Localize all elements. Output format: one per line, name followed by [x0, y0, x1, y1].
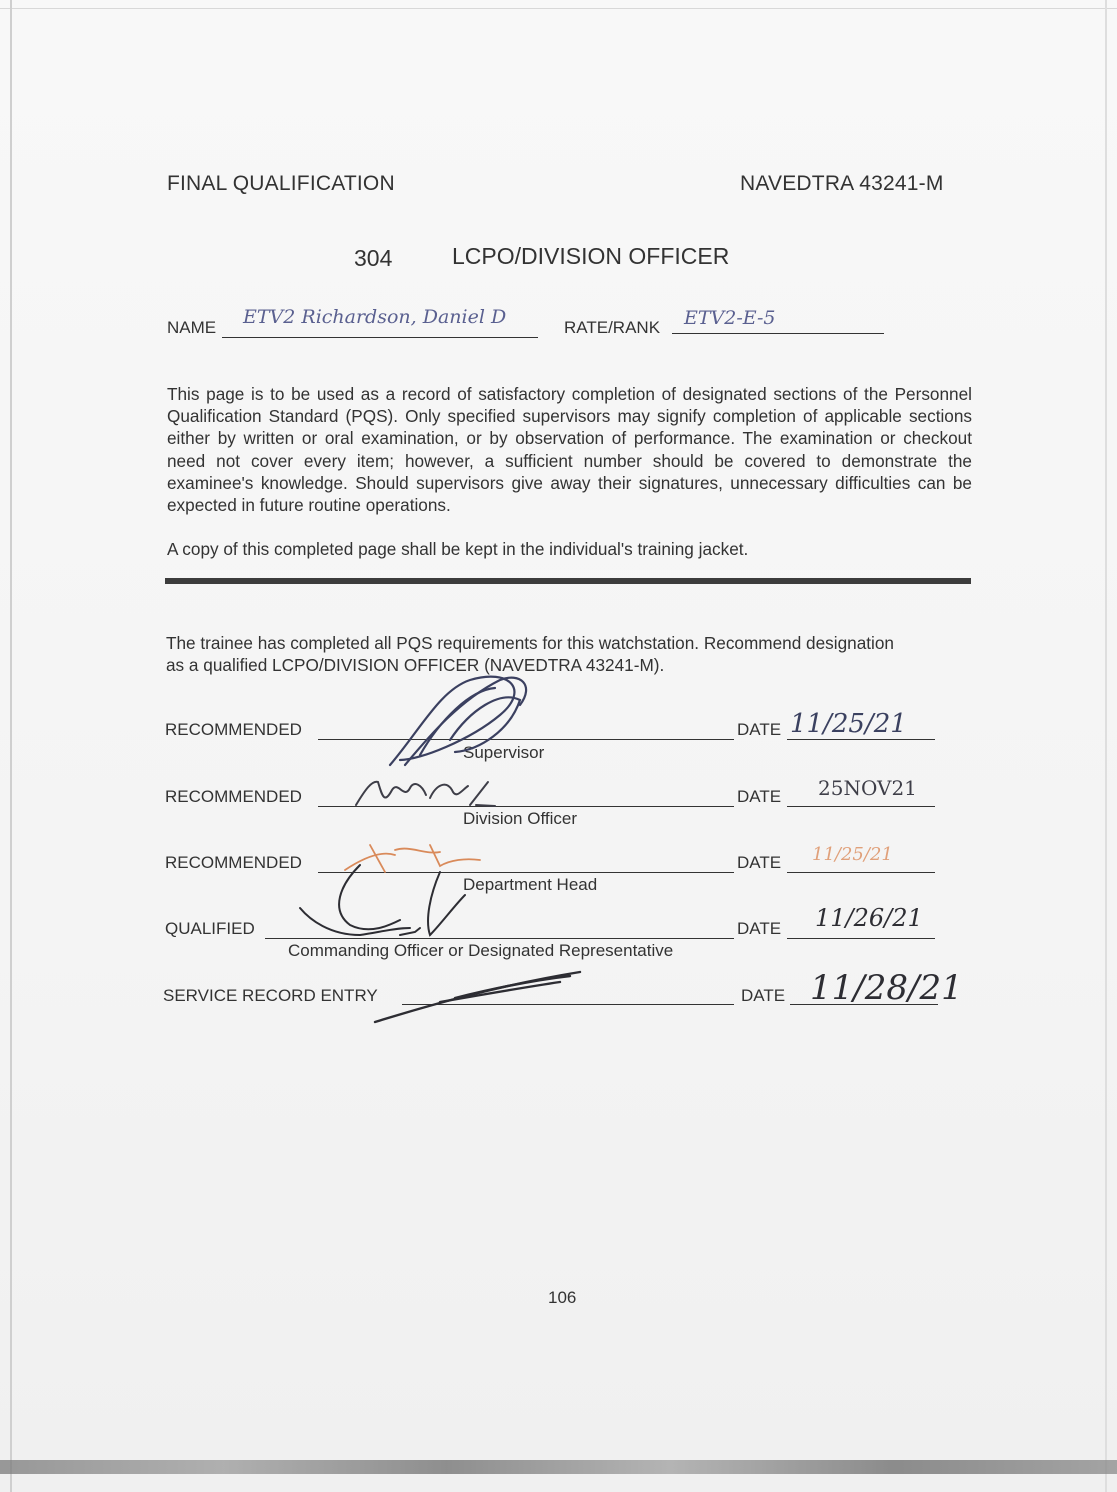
rate-label: RATE/RANK: [564, 318, 661, 337]
signoff-role: Department Head: [463, 875, 598, 894]
signoff-role: Supervisor: [463, 743, 545, 762]
date-value: 11/25/21: [790, 709, 907, 739]
rate-value: ETV2-E-5: [684, 307, 776, 329]
signoff-label: RECOMMENDED: [165, 853, 302, 872]
instructions-text-1: This page is to be used as a record of satisfactory completion of designated sections of the Personnel Qualification Standard (PQS). Only specified supervisors may signify completion of applicable sections either by written or oral examination, or by observation of performance. The examination or checkout need not cover every item; however, a sufficient number should be covered to demonstrate the examinee's knowledge. Should supervisors give away their signatures, unnecessary difficulties can be expected in future routine operations.: [167, 384, 972, 516]
supervisor-signature: [390, 677, 526, 765]
date-value: 11/25/21: [812, 844, 893, 865]
date-label: DATE: [737, 853, 782, 872]
signoff-label: RECOMMENDED: [165, 720, 302, 739]
date-label: DATE: [737, 919, 782, 938]
service-record-signature: [375, 972, 580, 1022]
date-value: 11/26/21: [815, 904, 923, 932]
division-officer-signature: [356, 782, 495, 806]
name-value: ETV2 Richardson, Daniel D: [243, 306, 507, 328]
signoff-label: QUALIFIED: [165, 919, 255, 938]
date-value: 25NOV21: [818, 776, 917, 800]
section-title: LCPO/DIVISION OFFICER: [452, 243, 730, 269]
date-label: DATE: [737, 720, 782, 739]
date-label: DATE: [741, 986, 786, 1005]
commanding-officer-signature: [300, 865, 465, 935]
section-number: 304: [354, 245, 393, 271]
signoff-label: SERVICE RECORD ENTRY: [163, 986, 378, 1005]
signoff-role: Commanding Officer or Designated Representative: [288, 941, 674, 960]
page-number: 106: [548, 1288, 577, 1307]
recommendation-line-2: as a qualified LCPO/DIVISION OFFICER (NAVEDTRA 43241-M).: [166, 655, 665, 675]
header-right: NAVEDTRA 43241-M: [740, 172, 944, 195]
signoff-role: Division Officer: [463, 809, 577, 828]
date-label: DATE: [737, 787, 782, 806]
department-head-signature: [345, 845, 480, 872]
signoff-label: RECOMMENDED: [165, 787, 302, 806]
header-left: FINAL QUALIFICATION: [167, 172, 395, 195]
recommendation-line-1: The trainee has completed all PQS requirements for this watchstation. Recommend designation: [166, 633, 894, 653]
date-value: 11/28/21: [810, 968, 963, 1008]
instructions-text-2: A copy of this completed page shall be kept in the individual's training jacket.: [167, 539, 749, 559]
name-label: NAME: [167, 318, 217, 337]
